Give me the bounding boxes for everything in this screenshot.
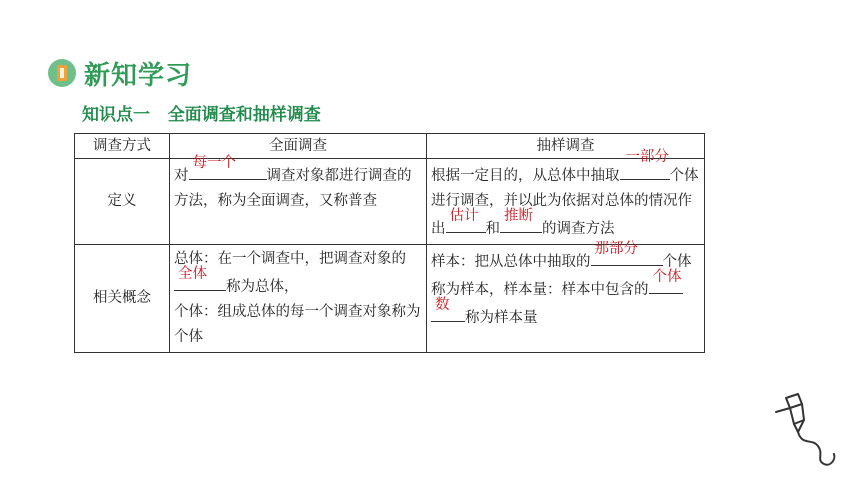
answer-text: 数 <box>435 297 450 313</box>
header-method: 调查方式 <box>75 134 170 159</box>
text: 个体：组成总体的每一个调查对象称为个体 <box>174 304 421 345</box>
fill-blank <box>446 208 486 233</box>
text: 称为样本量 <box>465 310 538 326</box>
header-sample-survey: 抽样调查 <box>427 134 705 159</box>
answer-text: 每一个 <box>192 155 236 171</box>
row-label-definition: 定义 <box>75 159 170 245</box>
full-survey-concepts <box>170 245 427 353</box>
section-subtitle: 知识点一 全面调查和抽样调查 <box>82 105 321 125</box>
answer-text: 全体 <box>178 266 207 282</box>
text: 和 <box>485 221 500 237</box>
book-badge-icon <box>48 59 76 87</box>
fill-blank <box>189 155 267 180</box>
sample-survey-concepts <box>427 241 705 353</box>
fill-blank <box>431 297 465 322</box>
table-header-row <box>75 134 705 159</box>
section-header <box>48 56 192 90</box>
sample-survey-definition <box>427 149 705 245</box>
full-survey-definition <box>170 155 427 245</box>
text: 对 <box>174 168 189 184</box>
text: 总体：在一个调查中，把调查对象的 <box>174 251 406 267</box>
text: 个体称为样本，样本量：样本中包含的 <box>431 254 692 298</box>
fill-blank <box>591 241 663 266</box>
answer-text: 那部分 <box>594 241 638 257</box>
section-title: 新知学习 <box>84 60 193 91</box>
text: 调查对象都进行调查的方法，称为全面调查，又称普查 <box>174 168 412 209</box>
header-full-survey: 全面调查 <box>170 134 427 159</box>
text: 根据一定目的，从总体中抽取 <box>431 168 620 184</box>
table-row <box>75 159 705 245</box>
answer-text: 个体 <box>652 269 682 285</box>
fill-blank <box>174 266 226 291</box>
fill-blank <box>649 269 683 294</box>
answer-text: 一部分 <box>625 149 669 165</box>
fill-blank <box>500 208 542 233</box>
row-label-concepts: 相关概念 <box>75 245 170 353</box>
answer-text: 估计 <box>449 208 479 224</box>
text: 称为总体， <box>226 279 299 295</box>
survey-table <box>74 133 705 353</box>
text: 的调查方法 <box>542 221 615 237</box>
table-row <box>75 245 705 353</box>
text: 个体进行调查，并以此为依据对总体的情况作出 <box>431 168 699 237</box>
answer-text: 推断 <box>504 208 533 224</box>
fill-blank <box>620 149 670 180</box>
text: 样本：把从总体中抽取的 <box>431 254 591 270</box>
pen-doodle-icon <box>772 390 842 470</box>
